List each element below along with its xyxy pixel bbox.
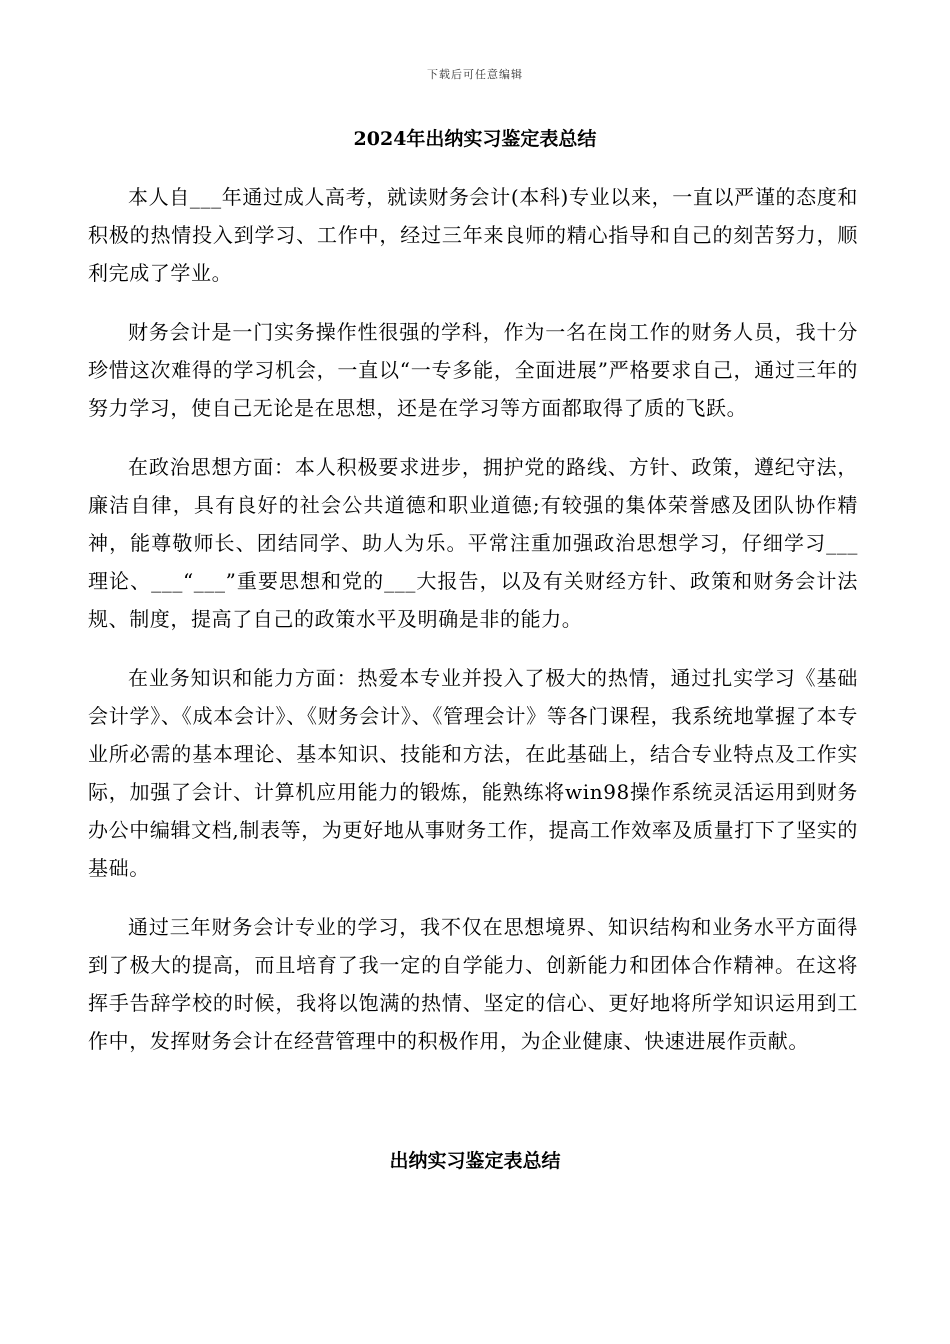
paragraph-professional-skills: 在业务知识和能力方面：热爱本专业并投入了极大的热情，通过扎实学习《基础会计学》、《成本会计》、《财务会计》、《管理会计》等各门课程，我系统地掌握了本专业所必需的基本理论、基本知识、技能和方法，在此基础上，结合专业特点及工作实际，加强了会计、计算机应用能力的锻炼，能熟练将win98操作系统灵活运用到财务办公中编辑文档,制表等，为更好地从事财务工作，提高工作效率及质量打下了坚实的基础。 [88,666,858,880]
paragraph-intro: 本人自___年通过成人高考，就读财务会计(本科)专业以来，一直以严谨的态度和积极的热情投入到学习、工作中，经过三年来良师的精心指导和自己的刻苦努力，顺利完成了学业。 [88,185,858,285]
paragraph-political-thought: 在政治思想方面：本人积极要求进步，拥护党的路线、方针、政策，遵纪守法，廉洁自律，具有良好的社会公共道德和职业道德;有较强的集体荣誉感及团队协作精神，能尊敬师长、团结同学、助人为乐。平常注重加强政治思想学习，仔细学习___理论、___“___”重要思想和党的___大报告，以及有关财经方针、政策和财务会计法规、制度，提高了自己的政策水平及明确是非的能力。 [88,455,858,631]
section-title: 出纳实习鉴定表总结 [389,1150,561,1172]
document-body [88,178,858,1081]
header-note: 下载后可任意编辑 [427,68,523,81]
document-title: 2024年出纳实习鉴定表总结 [353,128,597,150]
paragraph-conclusion: 通过三年财务会计专业的学习，我不仅在思想境界、知识结构和业务水平方面得到了极大的提高，而且培育了我一定的自学能力、创新能力和团体合作精神。在这将挥手告辞学校的时候，我将以饱满的热情、坚定的信心、更好地将所学知识运用到工作中，发挥财务会计在经营管理中的积极作用，为企业健康、快速进展作贡献。 [88,915,858,1053]
paragraph-study-opportunity: 财务会计是一门实务操作性很强的学科，作为一名在岗工作的财务人员，我十分珍惜这次难得的学习机会，一直以“一专多能，全面进展”严格要求自己，通过三年的努力学习，使自己无论是在思想，还是在学习等方面都取得了质的飞跃。 [88,320,858,420]
